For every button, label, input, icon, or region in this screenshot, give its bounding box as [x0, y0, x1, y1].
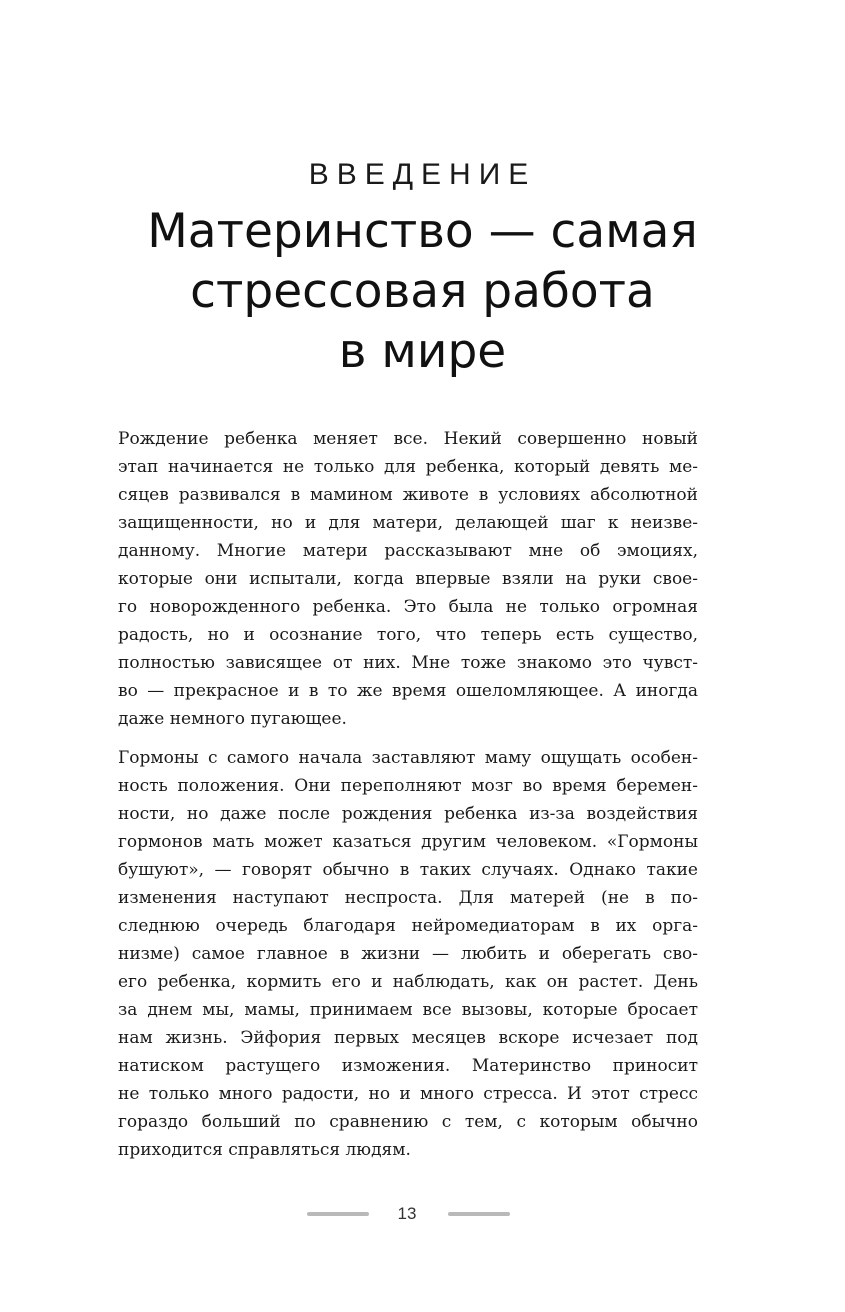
chapter-title-line: стрессовая работа — [190, 264, 655, 319]
text-line: ности, но даже после рождения ребенка из-за воздействия — [118, 804, 698, 824]
chapter-kicker: ВВЕДЕНИЕ — [308, 158, 537, 191]
text-line: даже немного пугающее. — [118, 709, 347, 729]
text-line: натиском растущего изможения. Материнство приносит — [118, 1056, 698, 1076]
text-line: приходится справляться людям. — [118, 1140, 411, 1160]
text-line: го новорожденного ребенка. Это была не только огромная — [118, 597, 698, 617]
text-line: не только много радости, но и много стресса. И этот стресс — [118, 1084, 698, 1104]
text-line: ность положения. Они переполняют мозг во время беремен- — [118, 776, 698, 796]
chapter-title-line: Материнство — самая — [147, 204, 698, 259]
chapter-title — [60, 202, 785, 382]
chapter-title-line: в мире — [338, 324, 507, 379]
text-line: бушуют», — говорят обычно в таких случаях. Однако такие — [118, 860, 698, 880]
text-line: полностью зависящее от них. Мне тоже знакомо это чувст- — [118, 653, 698, 673]
text-line: гораздо больший по сравнению с тем, с которым обычно — [118, 1112, 698, 1132]
text-line: его ребенка, кормить его и наблюдать, как он растет. День — [118, 972, 698, 992]
page-footer — [0, 1200, 845, 1228]
text-line: за днем мы, мамы, принимаем все вызовы, которые бросает — [118, 1000, 698, 1020]
text-line: которые они испытали, когда впервые взяли на руки свое- — [118, 569, 698, 589]
footer-rule-right — [448, 1212, 510, 1216]
text-line: изменения наступают неспроста. Для матерей (не в по- — [118, 888, 698, 908]
text-line: следнюю очередь благодаря нейромедиаторам в их орга- — [118, 916, 698, 936]
text-line: сяцев развивался в мамином животе в условиях абсолютной — [118, 485, 698, 505]
text-line: данному. Многие матери рассказывают мне об эмоциях, — [118, 541, 698, 561]
text-line: низме) самое главное в жизни — любить и оберегать сво- — [118, 944, 698, 964]
text-line: Рождение ребенка меняет все. Некий совершенно новый — [118, 429, 698, 449]
text-line: защищенности, но и для матери, делающей шаг к неизве- — [118, 513, 698, 533]
text-line: этап начинается не только для ребенка, который девять ме- — [118, 457, 698, 477]
text-line: радость, но и осознание того, что теперь есть существо, — [118, 625, 698, 645]
text-line: во — прекрасное и в то же время ошеломляющее. А иногда — [118, 681, 698, 701]
text-line: гормонов мать может казаться другим человеком. «Гормоны — [118, 832, 698, 852]
paragraph — [118, 744, 698, 1164]
paragraph — [118, 425, 698, 733]
footer-rule-left — [307, 1212, 369, 1216]
text-line: нам жизнь. Эйфория первых месяцев вскоре исчезает под — [118, 1028, 698, 1048]
page-number: 13 — [397, 1204, 417, 1223]
text-line: Гормоны с самого начала заставляют маму ощущать особен- — [118, 748, 698, 768]
body-text — [118, 425, 698, 1175]
